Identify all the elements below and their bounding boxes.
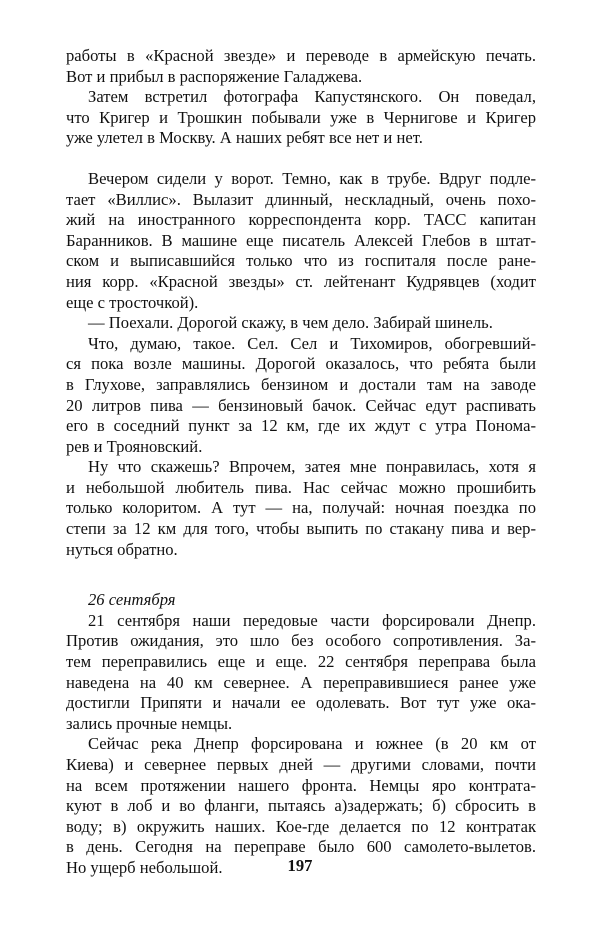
text-line: наведена на 40 км севернее. А переправившиеся ранее уже xyxy=(66,672,536,692)
page-body xyxy=(66,46,536,879)
text-line: рев и Трояновский. xyxy=(66,436,203,456)
text-line: воду; в) окружить наших. Кое-где делается по 12 контратак xyxy=(66,816,536,836)
text-line: 20 литров пива — бензиновый бачок. Сейчас едут распивать xyxy=(66,395,536,415)
text-line: тем переправились еще и еще. 22 сентября переправа была xyxy=(66,652,536,672)
text-line: и небольшой любитель пива. Нас сейчас можно прошибить xyxy=(66,477,536,497)
text-line: на всем протяжении нашего фронта. Немцы яро контрата- xyxy=(66,775,536,795)
section-gap xyxy=(66,560,536,590)
text-line: тает «Виллис». Вылазит длинный, нескладный, очень похо- xyxy=(66,189,536,209)
text-line: Ну что скажешь? Впрочем, затея мне понравилась, хотя я xyxy=(88,457,536,477)
page-number: 197 xyxy=(287,856,313,875)
text-line: жий на иностранного корреспондента корр. ТАСС капитан xyxy=(66,210,536,230)
text-line: — Поехали. Дорогой скажу, в чем дело. Забирай шинель. xyxy=(88,313,493,333)
diary-date-heading: 26 сентября xyxy=(88,590,176,610)
text-line: уже улетел в Москву. А наших ребят все нет и нет. xyxy=(66,128,423,148)
text-line: достигли Припяти и начали ее одолевать. Вот тут уже ока- xyxy=(66,693,536,713)
text-line: только колоритом. А тут — на, получай: ночная поездка по xyxy=(66,498,536,518)
text-line: в день. Сегодня на переправе было 600 самолето-вылетов. xyxy=(66,837,536,857)
section-gap xyxy=(66,149,536,169)
paragraph-evening xyxy=(66,169,536,313)
text-line: Затем встретил фотографа Капустянского. Он поведал, xyxy=(88,87,536,107)
text-line: что Кригер и Трошкин побывали уже в Чернигове и Кригер xyxy=(66,107,536,127)
text-line: Что, думаю, такое. Сел. Сел и Тихомиров, обогревший- xyxy=(88,333,536,353)
text-line: ния корр. «Красной звезды» ст. лейтенант Кудрявцев (ходит xyxy=(66,271,536,291)
paragraph-continuation xyxy=(66,46,536,87)
text-line: еще с тросточкой). xyxy=(66,292,199,312)
text-line: работы в «Красной звезде» и переводе в армейскую печать. xyxy=(66,46,536,65)
text-line: Сейчас река Днепр форсирована и южнее (в 20 км от xyxy=(88,734,536,754)
text-line: Вот и прибыл в распоряжение Галаджева. xyxy=(66,66,363,86)
text-line: зались прочные немцы. xyxy=(66,713,233,733)
text-line: Баранников. В машине еще писатель Алексей Глебов в штат- xyxy=(66,230,536,250)
text-line: Против ожидания, это шло без особого сопротивления. За- xyxy=(66,631,536,651)
text-line: степи за 12 км для того, чтобы выпить по стакану пива и вер- xyxy=(66,519,536,539)
text-line: 21 сентября наши передовые части форсировали Днепр. xyxy=(88,610,536,630)
paragraph-kapustyansky xyxy=(66,87,536,149)
text-line: Но ущерб небольшой. xyxy=(66,857,223,877)
text-line: Вечером сидели у ворот. Темно, как в трубе. Вдруг подле- xyxy=(88,168,536,188)
paragraph-glukhov xyxy=(66,334,536,458)
text-line: ском и выписавшийся только что из госпиталя после ране- xyxy=(66,251,536,271)
paragraph-dnieper xyxy=(66,611,536,735)
paragraph-beer xyxy=(66,457,536,560)
text-line: нуться обратно. xyxy=(66,539,178,559)
text-line: куют в лоб и во фланги, пытаясь а)задержать; б) сбросить в xyxy=(66,796,536,816)
text-line: ся пока возле машины. Дорогой оказалось, что ребята были xyxy=(66,354,536,374)
paragraph-dialogue xyxy=(66,313,536,334)
text-line: Киева) и севернее первых дней — другими словами, почти xyxy=(66,755,536,774)
text-line: его в соседний пункт за 12 км, где их ждут с утра Пономa- xyxy=(66,416,536,436)
text-line: в Глухове, заправлялись бензином и достали там на заводе xyxy=(66,374,536,394)
